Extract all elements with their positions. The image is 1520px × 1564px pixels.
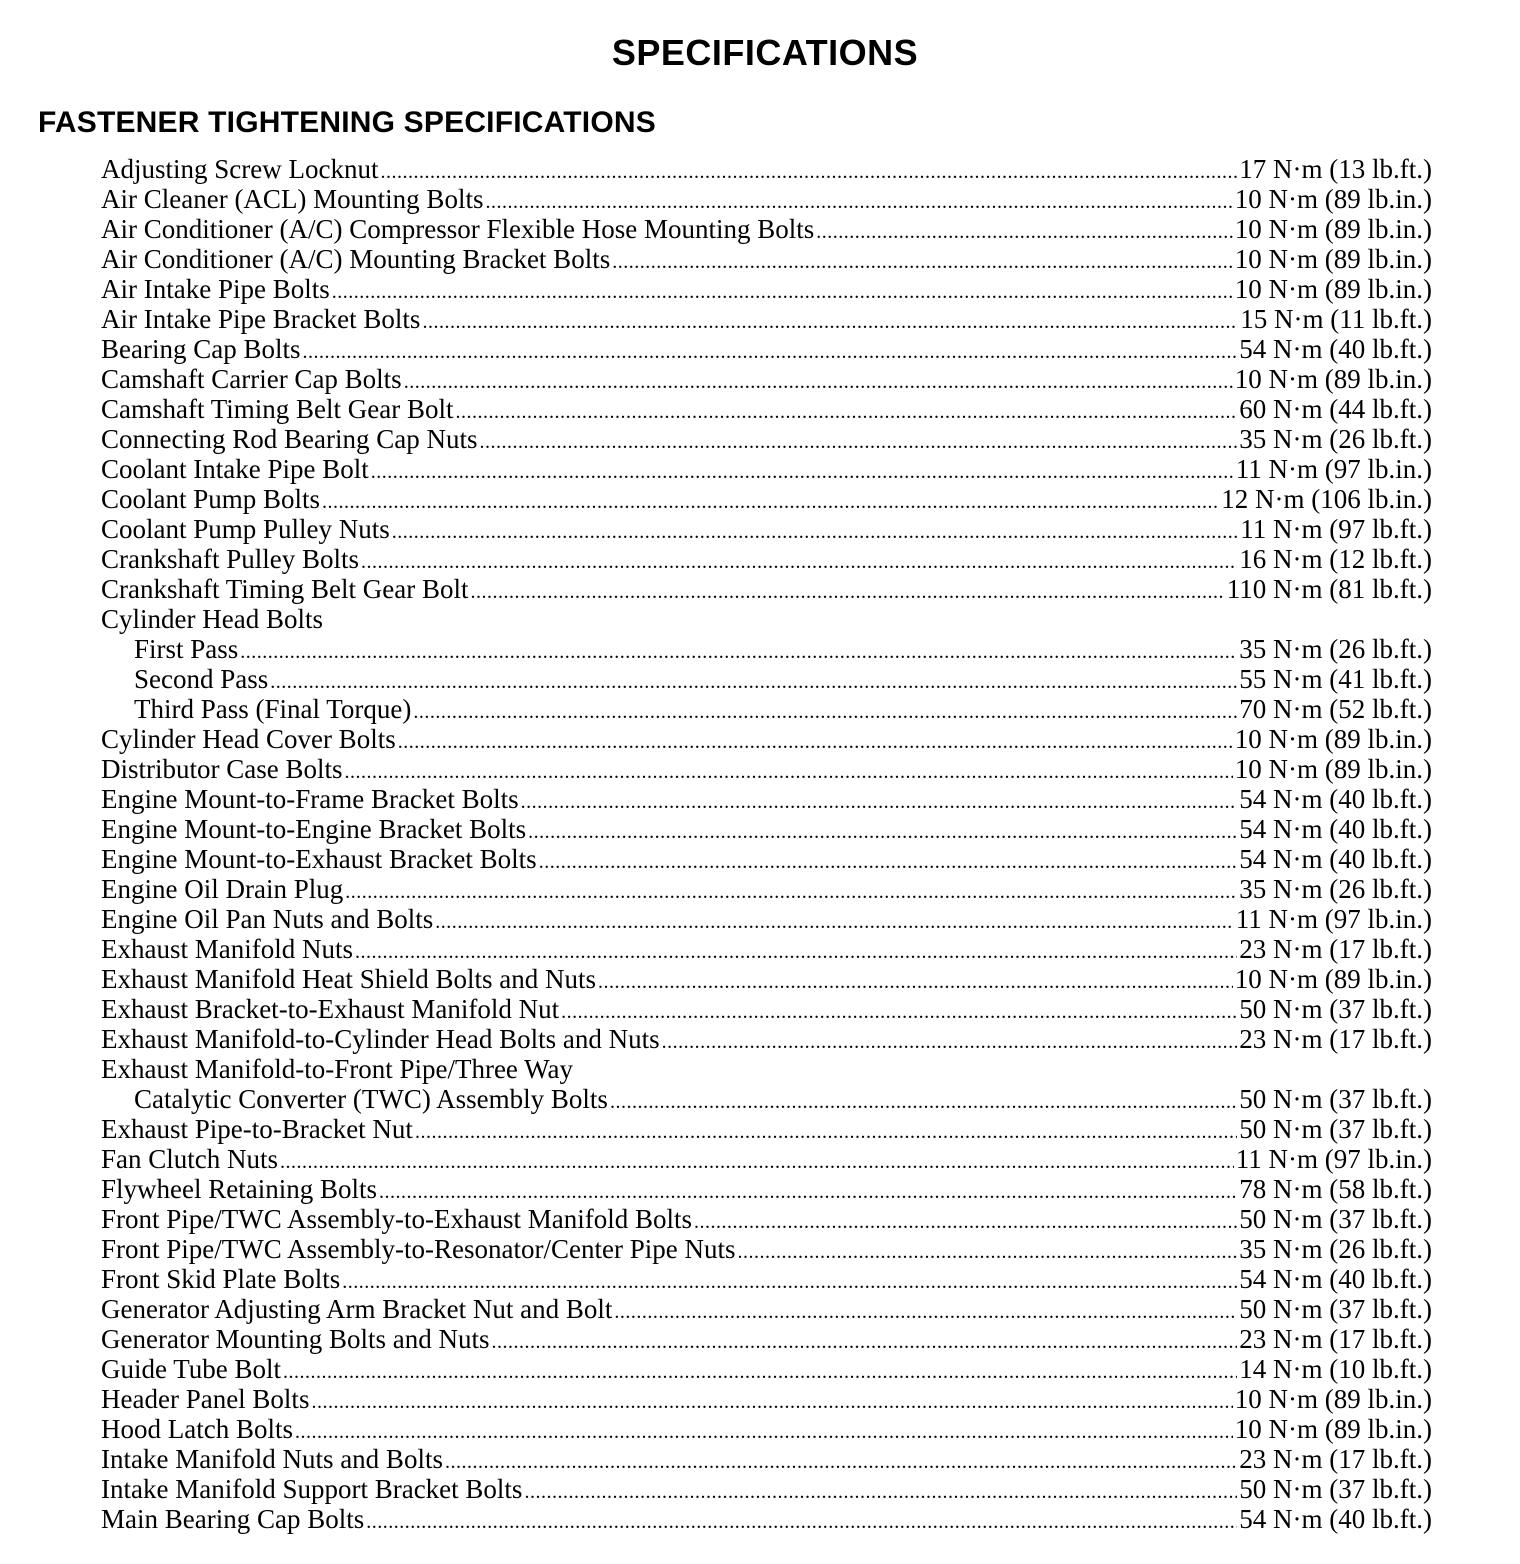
spec-label: Engine Mount-to-Engine Bracket Bolts <box>101 814 527 844</box>
spec-row <box>101 784 1432 814</box>
spec-row <box>101 874 1432 904</box>
section-heading: FASTENER TIGHTENING SPECIFICATIONS <box>38 106 656 139</box>
spec-label: Engine Oil Pan Nuts and Bolts <box>101 904 434 934</box>
spec-label: Crankshaft Pulley Bolts <box>101 544 359 574</box>
spec-label: Engine Mount-to-Exhaust Bracket Bolts <box>101 844 537 874</box>
spec-label: Exhaust Manifold-to-Cylinder Head Bolts and Nuts <box>101 1024 660 1054</box>
spec-torque-value: 60 N·m (44 lb.ft.) <box>1239 394 1432 424</box>
spec-torque-value: 10 N·m (89 lb.in.) <box>1234 274 1432 304</box>
spec-label: Third Pass (Final Torque) <box>134 694 412 724</box>
spec-label: Air Conditioner (A/C) Compressor Flexible Hose Mounting Bolts <box>101 214 815 244</box>
spec-torque-value: 10 N·m (89 lb.in.) <box>1234 214 1432 244</box>
dot-leader <box>612 247 1233 274</box>
dot-leader <box>521 787 1238 814</box>
dot-leader <box>355 937 1237 964</box>
spec-torque-value: 10 N·m (89 lb.in.) <box>1234 1384 1432 1414</box>
spec-row <box>101 1414 1432 1444</box>
dot-leader <box>332 277 1233 304</box>
spec-row <box>101 184 1432 214</box>
spec-row <box>101 454 1432 484</box>
spec-row <box>101 724 1432 754</box>
spec-row <box>101 1354 1432 1384</box>
spec-torque-value: 10 N·m (89 lb.in.) <box>1234 724 1432 754</box>
dot-leader <box>435 907 1234 934</box>
spec-torque-value: 54 N·m (40 lb.ft.) <box>1239 844 1432 874</box>
spec-label: Connecting Rod Bearing Cap Nuts <box>101 424 478 454</box>
spec-row <box>101 1504 1432 1534</box>
spec-label: Exhaust Pipe-to-Bracket Nut <box>101 1114 413 1144</box>
spec-torque-value: 50 N·m (37 lb.ft.) <box>1239 1474 1432 1504</box>
spec-row <box>101 1174 1432 1204</box>
spec-label: Exhaust Manifold Nuts <box>101 934 353 964</box>
spec-torque-value: 23 N·m (17 lb.ft.) <box>1239 1324 1432 1354</box>
dot-leader <box>345 757 1233 784</box>
spec-torque-value: 35 N·m (26 lb.ft.) <box>1239 634 1432 664</box>
fastener-spec-list <box>101 154 1432 1534</box>
spec-torque-value: 35 N·m (26 lb.ft.) <box>1239 874 1432 904</box>
spec-label: Fan Clutch Nuts <box>101 1144 279 1174</box>
dot-leader <box>479 427 1237 454</box>
spec-row <box>101 1444 1432 1474</box>
spec-torque-value: 11 N·m (97 lb.ft.) <box>1240 514 1432 544</box>
spec-torque-value: 14 N·m (10 lb.ft.) <box>1239 1354 1432 1384</box>
dot-leader <box>371 457 1234 484</box>
spec-row <box>101 334 1432 364</box>
dot-leader <box>598 967 1233 994</box>
spec-torque-value: 54 N·m (40 lb.ft.) <box>1239 784 1432 814</box>
spec-label: Exhaust Manifold-to-Front Pipe/Three Way <box>101 1054 573 1084</box>
dot-leader <box>342 1267 1237 1294</box>
spec-torque-value: 17 N·m (13 lb.ft.) <box>1239 154 1432 184</box>
spec-row <box>101 994 1432 1024</box>
dot-leader <box>398 727 1233 754</box>
spec-label: Coolant Pump Pulley Nuts <box>101 514 390 544</box>
dot-leader <box>610 1087 1237 1114</box>
dot-leader <box>280 1147 1234 1174</box>
spec-label: Air Intake Pipe Bracket Bolts <box>101 304 421 334</box>
dot-leader <box>737 1237 1237 1264</box>
spec-row <box>101 1384 1432 1414</box>
spec-label: Camshaft Timing Belt Gear Bolt <box>101 394 454 424</box>
spec-row <box>101 1114 1432 1144</box>
spec-label: Front Pipe/TWC Assembly-to-Resonator/Center Pipe Nuts <box>101 1234 736 1264</box>
spec-row <box>101 394 1432 424</box>
dot-leader <box>491 1327 1237 1354</box>
spec-label: Bearing Cap Bolts <box>101 334 301 364</box>
spec-row <box>101 1264 1432 1294</box>
spec-torque-value: 11 N·m (97 lb.in.) <box>1235 904 1432 934</box>
spec-label: Generator Mounting Bolts and Nuts <box>101 1324 490 1354</box>
dot-leader <box>379 1177 1237 1204</box>
dot-leader <box>456 397 1238 424</box>
spec-torque-value: 10 N·m (89 lb.in.) <box>1234 184 1432 214</box>
spec-label: Header Panel Bolts <box>101 1384 310 1414</box>
dot-leader <box>380 157 1237 184</box>
spec-torque-value: 11 N·m (97 lb.in.) <box>1235 454 1432 484</box>
dot-leader <box>471 577 1225 604</box>
spec-torque-value: 15 N·m (11 lb.ft.) <box>1240 304 1432 334</box>
spec-label: Camshaft Carrier Cap Bolts <box>101 364 402 394</box>
spec-label: Flywheel Retaining Bolts <box>101 1174 377 1204</box>
dot-leader <box>539 847 1238 874</box>
spec-row <box>101 364 1432 394</box>
spec-label: Coolant Pump Bolts <box>101 484 321 514</box>
spec-torque-value: 50 N·m (37 lb.ft.) <box>1239 1204 1432 1234</box>
dot-leader <box>413 697 1237 724</box>
spec-row <box>101 244 1432 274</box>
dot-leader <box>361 547 1237 574</box>
spec-label: Exhaust Bracket-to-Exhaust Manifold Nut <box>101 994 560 1024</box>
spec-label: Front Pipe/TWC Assembly-to-Exhaust Manifold Bolts <box>101 1204 692 1234</box>
spec-torque-value: 10 N·m (89 lb.in.) <box>1234 1414 1432 1444</box>
spec-label: Cylinder Head Cover Bolts <box>101 724 396 754</box>
spec-row <box>101 1024 1432 1054</box>
spec-row <box>101 1144 1432 1174</box>
spec-row <box>101 1474 1432 1504</box>
spec-row <box>101 214 1432 244</box>
spec-torque-value: 12 N·m (106 lb.in.) <box>1221 484 1432 514</box>
spec-row <box>101 1324 1432 1354</box>
spec-row <box>101 274 1432 304</box>
dot-leader <box>404 367 1233 394</box>
dot-leader <box>614 1297 1237 1324</box>
spec-torque-value: 10 N·m (89 lb.in.) <box>1234 364 1432 394</box>
spec-torque-value: 54 N·m (40 lb.ft.) <box>1239 1504 1432 1534</box>
spec-row <box>101 904 1432 934</box>
dot-leader <box>240 637 1237 664</box>
dot-leader <box>561 997 1237 1024</box>
spec-torque-value: 110 N·m (81 lb.ft.) <box>1226 574 1432 604</box>
dot-leader <box>392 517 1239 544</box>
spec-torque-value: 54 N·m (40 lb.ft.) <box>1239 1264 1432 1294</box>
dot-leader <box>295 1417 1233 1444</box>
spec-torque-value: 35 N·m (26 lb.ft.) <box>1239 424 1432 454</box>
dot-leader <box>816 217 1233 244</box>
spec-torque-value: 55 N·m (41 lb.ft.) <box>1239 664 1432 694</box>
dot-leader <box>422 307 1238 334</box>
spec-label: Air Cleaner (ACL) Mounting Bolts <box>101 184 484 214</box>
dot-leader <box>485 187 1232 214</box>
spec-torque-value: 11 N·m (97 lb.in.) <box>1235 1144 1432 1174</box>
spec-torque-value: 10 N·m (89 lb.in.) <box>1234 754 1432 784</box>
spec-row <box>101 544 1432 574</box>
spec-label: Air Conditioner (A/C) Mounting Bracket Bolts <box>101 244 611 274</box>
spec-row <box>101 484 1432 514</box>
spec-torque-value: 50 N·m (37 lb.ft.) <box>1239 994 1432 1024</box>
spec-row <box>101 424 1432 454</box>
dot-leader <box>524 1477 1237 1504</box>
spec-row <box>101 514 1432 544</box>
spec-row <box>101 634 1432 664</box>
dot-leader <box>366 1507 1237 1534</box>
spec-row <box>101 814 1432 844</box>
spec-label: Exhaust Manifold Heat Shield Bolts and Nuts <box>101 964 596 994</box>
spec-row <box>101 304 1432 334</box>
dot-leader <box>345 877 1237 904</box>
spec-torque-value: 35 N·m (26 lb.ft.) <box>1239 1234 1432 1264</box>
spec-label: Adjusting Screw Locknut <box>101 154 379 184</box>
dot-leader <box>270 667 1237 694</box>
spec-torque-value: 50 N·m (37 lb.ft.) <box>1239 1294 1432 1324</box>
spec-torque-value: 50 N·m (37 lb.ft.) <box>1239 1114 1432 1144</box>
spec-label: Coolant Intake Pipe Bolt <box>101 454 369 484</box>
spec-label: Engine Oil Drain Plug <box>101 874 344 904</box>
spec-row <box>101 574 1432 604</box>
spec-torque-value: 50 N·m (37 lb.ft.) <box>1239 1084 1432 1114</box>
dot-leader <box>694 1207 1237 1234</box>
spec-row <box>101 964 1432 994</box>
spec-label: Engine Mount-to-Frame Bracket Bolts <box>101 784 519 814</box>
dot-leader <box>311 1387 1232 1414</box>
spec-label: Hood Latch Bolts <box>101 1414 293 1444</box>
spec-label: First Pass <box>134 634 239 664</box>
spec-torque-value: 54 N·m (40 lb.ft.) <box>1239 814 1432 844</box>
spec-torque-value: 78 N·m (58 lb.ft.) <box>1239 1174 1432 1204</box>
spec-label: Cylinder Head Bolts <box>101 604 323 634</box>
spec-torque-value: 70 N·m (52 lb.ft.) <box>1239 694 1432 724</box>
dot-leader <box>415 1117 1237 1144</box>
spec-row <box>101 1234 1432 1264</box>
spec-label: Catalytic Converter (TWC) Assembly Bolts <box>134 1084 608 1114</box>
page-title: SPECIFICATIONS <box>611 32 919 73</box>
spec-row <box>101 604 1432 634</box>
spec-label: Main Bearing Cap Bolts <box>101 1504 365 1534</box>
spec-torque-value: 10 N·m (89 lb.in.) <box>1234 964 1432 994</box>
spec-row <box>101 844 1432 874</box>
spec-row <box>101 1204 1432 1234</box>
spec-label: Intake Manifold Nuts and Bolts <box>101 1444 443 1474</box>
spec-row <box>101 1294 1432 1324</box>
dot-leader <box>662 1027 1238 1054</box>
spec-row <box>101 1084 1432 1114</box>
spec-torque-value: 23 N·m (17 lb.ft.) <box>1239 934 1432 964</box>
spec-label: Crankshaft Timing Belt Gear Bolt <box>101 574 469 604</box>
spec-row <box>101 1054 1432 1084</box>
spec-row <box>101 934 1432 964</box>
spec-torque-value: 10 N·m (89 lb.in.) <box>1234 244 1432 274</box>
spec-torque-value: 23 N·m (17 lb.ft.) <box>1239 1444 1432 1474</box>
dot-leader <box>445 1447 1237 1474</box>
spec-label: Second Pass <box>134 664 269 694</box>
dot-leader <box>528 817 1237 844</box>
dot-leader <box>283 1357 1237 1384</box>
dot-leader <box>302 337 1237 364</box>
spec-row <box>101 754 1432 784</box>
spec-row <box>101 664 1432 694</box>
dot-leader <box>322 487 1219 514</box>
spec-label: Guide Tube Bolt <box>101 1354 282 1384</box>
spec-torque-value: 23 N·m (17 lb.ft.) <box>1239 1024 1432 1054</box>
spec-label: Distributor Case Bolts <box>101 754 343 784</box>
spec-label: Generator Adjusting Arm Bracket Nut and Bolt <box>101 1294 613 1324</box>
spec-torque-value: 54 N·m (40 lb.ft.) <box>1239 334 1432 364</box>
spec-label: Air Intake Pipe Bolts <box>101 274 330 304</box>
spec-row <box>101 154 1432 184</box>
spec-label: Intake Manifold Support Bracket Bolts <box>101 1474 523 1504</box>
spec-label: Front Skid Plate Bolts <box>101 1264 341 1294</box>
spec-row <box>101 694 1432 724</box>
spec-torque-value: 16 N·m (12 lb.ft.) <box>1239 544 1432 574</box>
